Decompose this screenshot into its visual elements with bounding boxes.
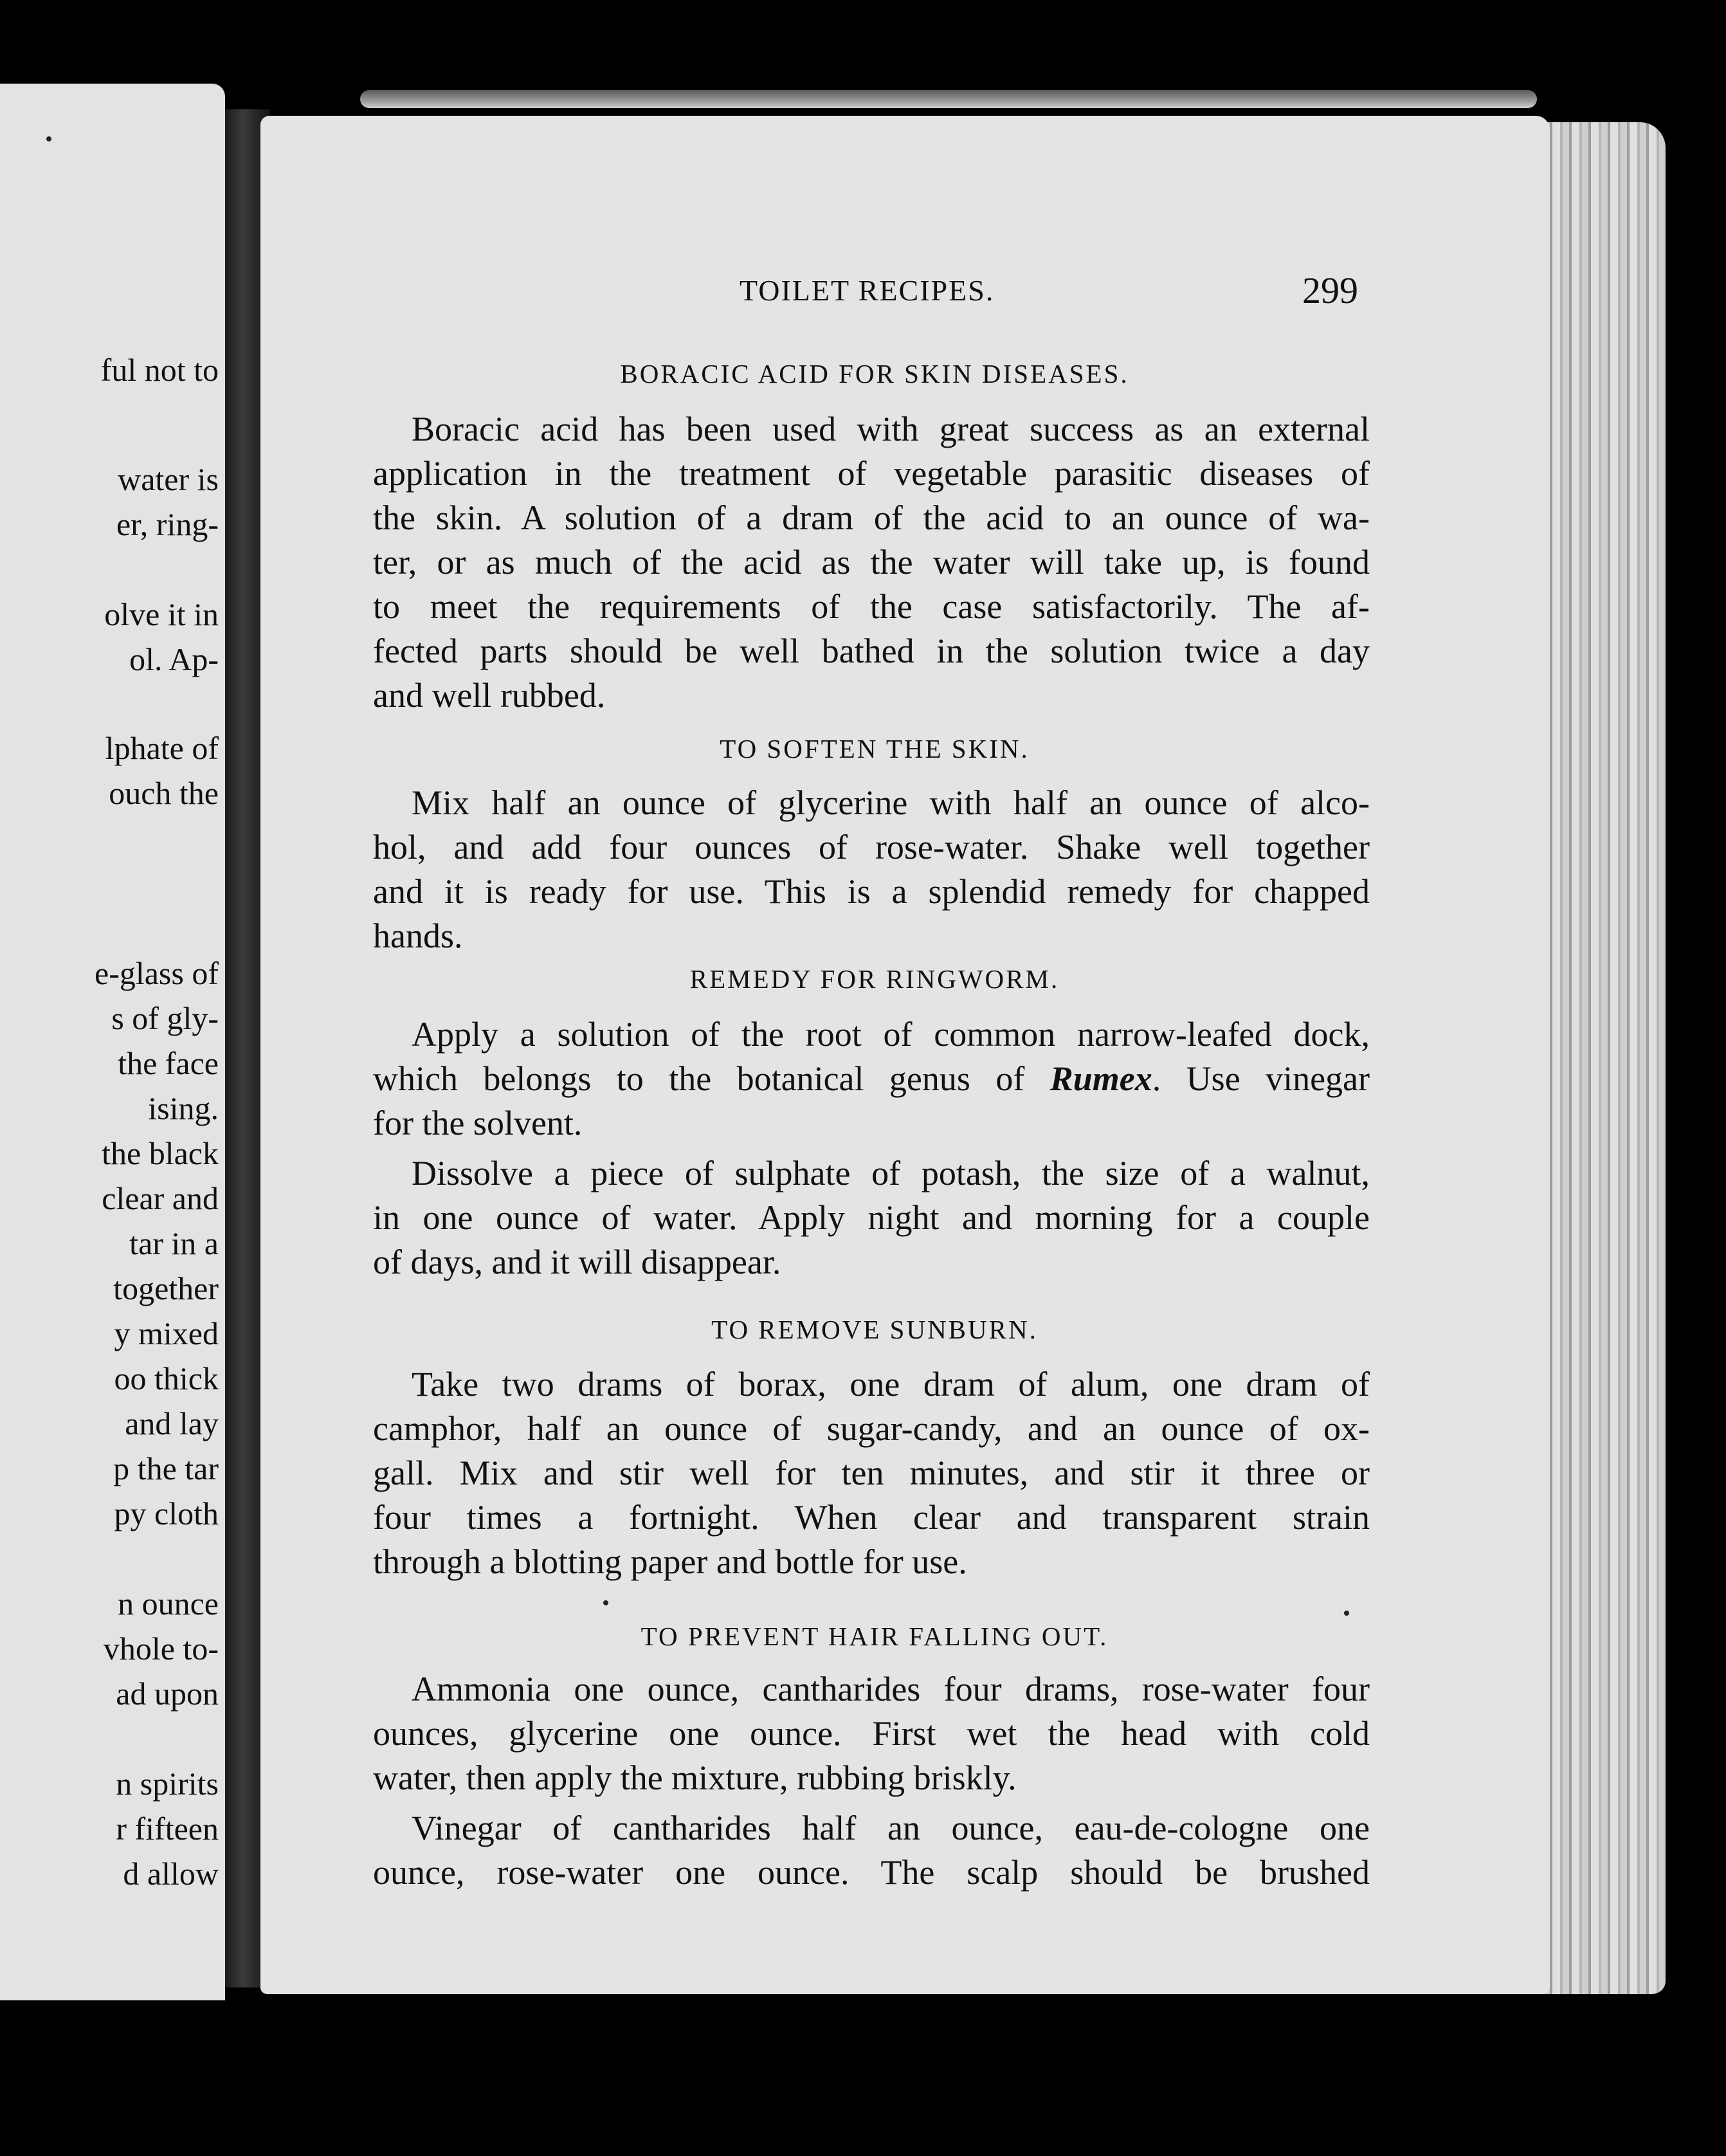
- section-heading-ringworm: REMEDY FOR RINGWORM.: [689, 964, 1060, 994]
- text-line: fected parts should be well bathed in the solution twice a day: [373, 632, 1370, 670]
- text-line: hol, and add four ounces of rose-water. Shake well together: [373, 828, 1370, 866]
- text-line: ter, or as much of the acid as the water will take up, is found: [373, 543, 1370, 581]
- text-line: the skin. A solution of a dram of the acid to an ounce of wa-: [373, 498, 1370, 537]
- previous-page-line: vhole to-: [103, 1631, 219, 1667]
- text-line: water, then apply the mixture, rubbing briskly.: [373, 1759, 1017, 1797]
- paragraph-sunburn: [373, 1362, 1370, 1584]
- previous-page-line: y mixed: [114, 1315, 219, 1351]
- genus-name: Rumex: [1049, 1059, 1152, 1098]
- text-line: hands.: [373, 917, 463, 955]
- previous-page-line: and lay: [125, 1405, 219, 1441]
- text-line: through a blotting paper and bottle for use.: [373, 1542, 967, 1581]
- previous-page-line: n spirits: [116, 1766, 219, 1802]
- previous-page-line: the face: [118, 1045, 219, 1081]
- previous-page-line: n ounce: [118, 1585, 219, 1622]
- previous-page-line: lphate of: [105, 730, 219, 766]
- text-line: Ammonia one ounce, cantharides four drams, rose-water four: [412, 1670, 1370, 1708]
- text-line: four times a fortnight. When clear and transparent strain: [373, 1498, 1370, 1537]
- text-line: and well rubbed.: [373, 676, 606, 715]
- paragraph-hair-2: [373, 1806, 1370, 1895]
- text-line: of days, and it will disappear.: [373, 1243, 781, 1281]
- ink-speck: [1344, 1611, 1349, 1616]
- previous-page-line: r fifteen: [116, 1811, 219, 1847]
- ink-speck: [603, 1600, 608, 1605]
- text-line: Boracic acid has been used with great success as an external: [412, 410, 1370, 448]
- text-line: gall. Mix and stir well for ten minutes, and stir it three or: [373, 1454, 1370, 1492]
- page-number: 299: [1302, 270, 1358, 311]
- previous-page-fragment: [0, 84, 225, 2000]
- previous-page-line: ful not to: [100, 352, 219, 388]
- text-line: Apply a solution of the root of common narrow-leafed dock,: [412, 1015, 1370, 1054]
- previous-page-line: together: [113, 1270, 219, 1306]
- page-edges: [1543, 122, 1666, 1994]
- paragraph-boracic-acid: [373, 407, 1370, 718]
- previous-page-line: e-glass of: [95, 955, 219, 991]
- previous-page-line: ol. Ap-: [129, 641, 219, 677]
- text-line: to meet the requirements of the case satisfactorily. The af-: [373, 587, 1370, 626]
- text-line: Mix half an ounce of glycerine with half an ounce of alco-: [412, 783, 1370, 822]
- text-line: which belongs to the botanical genus of Rumex. Use vinegar: [373, 1059, 1370, 1098]
- text-line: Take two drams of borax, one dram of alum, one dram of: [412, 1365, 1370, 1403]
- previous-page-line: py cloth: [114, 1495, 219, 1531]
- ink-speck: [46, 136, 51, 142]
- paragraph-hair-1: [373, 1667, 1370, 1800]
- previous-page-line: water is: [118, 461, 219, 497]
- text-line: for the solvent.: [373, 1104, 583, 1142]
- previous-page-line: er, ring-: [116, 506, 219, 542]
- page-top-edge: [360, 90, 1537, 108]
- paragraph-ringworm-1: [373, 1012, 1370, 1146]
- previous-page-line: olve it in: [104, 596, 219, 632]
- text-line: and it is ready for use. This is a splendid remedy for chapped: [373, 872, 1370, 911]
- previous-page-line: d allow: [123, 1856, 219, 1892]
- paragraph-ringworm-2: [373, 1151, 1370, 1284]
- text-line: ounces, glycerine one ounce. First wet the head with cold: [373, 1714, 1370, 1753]
- previous-page-line: ouch the: [109, 775, 219, 811]
- text-line: in one ounce of water. Apply night and morning for a couple: [373, 1198, 1370, 1237]
- text-line: application in the treatment of vegetable parasitic diseases of: [373, 454, 1370, 493]
- paragraph-soften-skin: [373, 781, 1370, 958]
- text-line: camphor, half an ounce of sugar-candy, and an ounce of ox-: [373, 1409, 1370, 1448]
- previous-page-line: s of gly-: [111, 1000, 219, 1036]
- section-heading-soften-skin: TO SOFTEN THE SKIN.: [720, 734, 1030, 763]
- previous-page-line: tar in a: [129, 1225, 219, 1261]
- section-heading-hair-falling: TO PREVENT HAIR FALLING OUT.: [640, 1622, 1109, 1651]
- section-heading-sunburn: TO REMOVE SUNBURN.: [711, 1315, 1038, 1344]
- previous-page-line: the black: [102, 1135, 219, 1171]
- previous-page-line: oo thick: [114, 1360, 219, 1396]
- text-line: Vinegar of cantharides half an ounce, eau-de-cologne one: [412, 1809, 1370, 1847]
- section-heading-boracic-acid: BORACIC ACID FOR SKIN DISEASES.: [620, 359, 1129, 388]
- previous-page-line: ad upon: [116, 1676, 219, 1712]
- previous-page-line: ising.: [148, 1090, 219, 1126]
- running-head: TOILET RECIPES.: [740, 274, 995, 307]
- previous-page-line: clear and: [102, 1180, 219, 1216]
- previous-page-line: p the tar: [113, 1450, 219, 1486]
- text-line: ounce, rose-water one ounce. The scalp should be brushed: [373, 1853, 1370, 1892]
- text-line: Dissolve a piece of sulphate of potash, the size of a walnut,: [412, 1154, 1370, 1192]
